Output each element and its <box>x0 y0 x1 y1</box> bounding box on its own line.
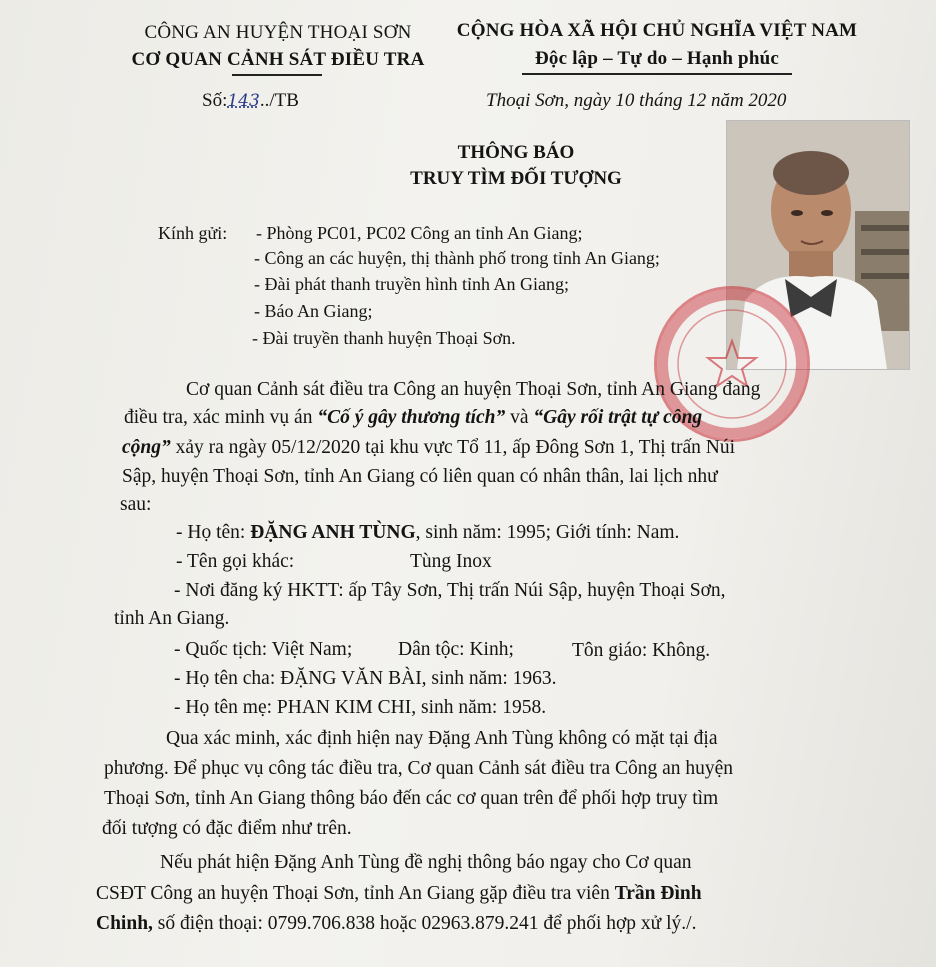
name-rest: , sinh năm: 1995; Giới tính: Nam. <box>415 522 680 543</box>
contact-phones: số điện thoại: 0799.706.838 hoặc 02963.879.241 để phối hợp xử lý./. <box>152 913 697 934</box>
document-number <box>202 90 299 112</box>
agency-name: CÔNG AN HUYỆN THOẠI SƠN <box>144 22 412 43</box>
body-line <box>122 437 735 459</box>
notice-title: THÔNG BÁO <box>457 142 575 163</box>
recipient-item: - Phòng PC01, PC02 Công an tỉnh An Giang; <box>256 223 583 243</box>
alias-label: - Tên gọi khác: <box>176 551 295 572</box>
address-line: tỉnh An Giang. <box>114 608 230 629</box>
body-line: Cơ quan Cảnh sát điều tra Công an huyện Thoại Sơn, tỉnh An Giang đang <box>186 379 761 400</box>
number-suffix: ../TB <box>259 90 299 111</box>
recipient-item: - Báo An Giang; <box>254 301 373 321</box>
alias-value: Tùng Inox <box>410 551 492 572</box>
number-handwritten: 143 <box>227 91 260 111</box>
name-label: - Họ tên: <box>176 522 251 543</box>
motto-underline <box>522 73 792 75</box>
body-line: Nếu phát hiện Đặng Anh Tùng đề nghị thông báo ngay cho Cơ quan <box>160 852 692 873</box>
place-date: Thoại Sơn, ngày 10 tháng 12 năm 2020 <box>486 90 787 111</box>
ethnicity: Dân tộc: Kinh; <box>398 639 514 660</box>
body-line: Qua xác minh, xác định hiện nay Đặng Anh Tùng không có mặt tại địa <box>166 728 718 749</box>
number-prefix: Số: <box>202 90 228 111</box>
nationality: - Quốc tịch: Việt Nam; <box>174 639 353 660</box>
mother-line: - Họ tên mẹ: PHAN KIM CHI, sinh năm: 1958. <box>174 697 547 718</box>
body-line <box>124 407 702 429</box>
recipient-item: - Công an các huyện, thị thành phố trong tỉnh An Giang; <box>254 248 660 268</box>
body-line: Sập, huyện Thoại Sơn, tỉnh An Giang có liên quan có nhân thân, lai lịch như <box>122 466 718 487</box>
notice-subtitle: TRUY TÌM ĐỐI TƯỢNG <box>410 168 622 189</box>
body-line: sau: <box>120 494 152 515</box>
agency-underline <box>232 74 322 76</box>
recipients-label: Kính gửi: <box>158 223 228 243</box>
investigator-name-cont: Chinh, <box>96 913 153 934</box>
body-line: phương. Để phục vụ công tác điều tra, Cơ quan Cảnh sát điều tra Công an huyện <box>104 758 734 779</box>
agency-unit: CƠ QUAN CẢNH SÁT ĐIỀU TRA <box>131 49 425 70</box>
recipient-item: - Đài phát thanh truyền hình tỉnh An Giang; <box>254 274 569 294</box>
investigator-name: Trần Đình <box>614 883 702 904</box>
suspect-name-line <box>176 522 679 544</box>
religion: Tôn giáo: Không. <box>572 640 711 661</box>
body-line: Thoại Sơn, tỉnh An Giang thông báo đến các cơ quan trên để phối hợp truy tìm <box>104 788 719 809</box>
motto: Độc lập – Tự do – Hạnh phúc <box>535 48 779 69</box>
charge-2-cont: cộng” <box>122 437 171 458</box>
father-line: - Họ tên cha: ĐẶNG VĂN BÀI, sinh năm: 1963. <box>174 668 557 689</box>
body-text: xảy ra ngày 05/12/2020 tại khu vực Tổ 11, ấp Đông Sơn 1, Thị trấn Núi <box>170 437 736 458</box>
country-name: CỘNG HÒA XÃ HỘI CHỦ NGHĨA VIỆT NAM <box>456 20 858 41</box>
suspect-name: ĐẶNG ANH TÙNG <box>250 522 416 543</box>
address-line: - Nơi đăng ký HKTT: ấp Tây Sơn, Thị trấn Núi Sập, huyện Thoại Sơn, <box>174 580 726 601</box>
recipient-item: - Đài truyền thanh huyện Thoại Sơn. <box>252 328 516 348</box>
body-text: và <box>505 407 534 428</box>
charge-1: “Cố ý gây thương tích” <box>317 407 506 428</box>
body-text: CSĐT Công an huyện Thoại Sơn, tỉnh An Giang gặp điều tra viên <box>96 883 615 904</box>
body-line <box>96 913 696 935</box>
body-text: điều tra, xác minh vụ án <box>124 407 318 428</box>
body-line <box>96 883 702 905</box>
body-line: đối tượng có đặc điểm như trên. <box>102 818 352 839</box>
charge-2: “Gây rối trật tự công <box>533 407 703 428</box>
